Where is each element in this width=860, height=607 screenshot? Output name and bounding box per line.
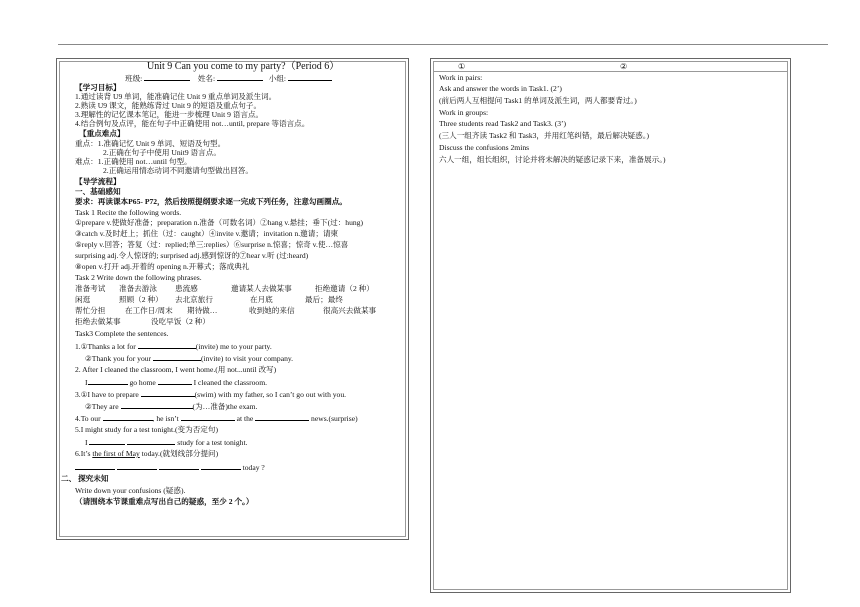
flow-header: 【导学流程】 — [75, 177, 121, 186]
task1-line: ①prepare v.使做好准备；preparation n.准备（可数名词）②hang v.悬挂；垂下(过：hung) — [75, 218, 364, 227]
phrase-cell: 拒绝邀请（2 种） — [315, 284, 374, 293]
task1-line: ③catch v.及时赶上；抓住（过：caught）④invite v.邀请；invitation n.邀请；请柬 — [75, 229, 339, 238]
keypoint-item: 难点：1.正确使用 not…until 句型。 — [75, 157, 192, 166]
phrase-cell: 最后；最终 — [305, 295, 343, 304]
phrase-cell: 帮忙分担 — [75, 306, 106, 315]
answer-blank[interactable] — [158, 377, 192, 385]
goal-item: 2.熟读 U9 课文，能熟练背过 Unit 9 的短语及重点句子。 — [75, 101, 262, 110]
sentence-6 — [75, 449, 218, 458]
activity-line: Work in groups: — [439, 108, 489, 117]
sentence-text: news.(surprise) — [311, 414, 358, 423]
sentence-3b — [85, 401, 257, 411]
confusion-instruction: Write down your confusions (疑惑). — [75, 486, 186, 495]
sentence-text: I — [85, 438, 88, 447]
answer-blank[interactable] — [75, 462, 115, 470]
marker-two: ② — [620, 62, 628, 71]
sentence-text: , he isn’t — [152, 414, 179, 423]
activity-line: Discuss the confusions 2mins — [439, 143, 530, 152]
marker-one: ① — [458, 62, 466, 71]
section-one-heading: 一、基础感知 — [75, 187, 121, 196]
goal-item: 3.理解性的记忆课本笔记，能进一步梳理 Unit 9 语言点。 — [75, 110, 264, 119]
answer-blank[interactable] — [141, 389, 195, 397]
activity-line: (三人一组齐读 Task2 和 Task3，并用红笔纠错，最后解决疑惑。) — [439, 131, 650, 140]
sentence-text: 4.To our — [75, 414, 101, 423]
student-info-row — [125, 73, 332, 83]
sentence-text: 1.①Thanks a lot for — [75, 342, 136, 351]
sentence-text: I cleaned the classroom. — [193, 378, 268, 387]
answer-blank[interactable] — [117, 462, 157, 470]
task1-title: Task 1 Recite the following words. — [75, 208, 182, 217]
phrase-cell: 没吃早饭（2 种） — [151, 317, 210, 326]
sentence-text: go home — [129, 378, 156, 387]
sentence-3a — [75, 389, 346, 399]
task1-line: ⑧open v.打开 adj.开着的 opening n.开幕式；落成典礼 — [75, 262, 250, 271]
goal-item: 4.结合例句及点评，能在句子中正确使用 not…until, prepare 等语言点。 — [75, 119, 310, 128]
sentence-text: 6.It’s — [75, 449, 91, 458]
sentence-text: I — [85, 378, 88, 387]
phrase-cell: 邀请某人去做某事 — [231, 284, 292, 293]
sentence-5: 5.I might study for a test tonight.(变为否定句) — [75, 425, 219, 434]
phrase-cell: 照顾（2 种） — [119, 295, 163, 304]
phrase-cell: 收到她的来信 — [249, 306, 295, 315]
group-field[interactable] — [288, 73, 332, 81]
phrase-cell: 准备去游泳 — [119, 284, 157, 293]
answer-blank[interactable] — [181, 413, 235, 421]
sentence-5b — [85, 437, 248, 447]
phrase-cell: 闲逛 — [75, 295, 91, 304]
header-rule — [58, 44, 828, 45]
sentence-text: study for a test tonight. — [177, 438, 248, 447]
phrase-cell: 在工作日/周末 — [125, 306, 173, 315]
keypoint-item: 重点：1.准确记忆 Unit 9 单词、短语及句型。 — [75, 139, 226, 148]
sentence-text: (invite) me to your party. — [195, 342, 272, 351]
keypoint-item: 2.正确在句子中使用 Unit9 语言点。 — [103, 148, 221, 157]
page-title: Unit 9 Can you come to my party?（Period 6） — [147, 61, 340, 72]
activity-line: (前后两人互相提问 Task1 的单词及派生词，两人都要背过。) — [439, 96, 637, 105]
answer-blank[interactable] — [153, 353, 201, 361]
phrase-cell: 很高兴去做某事 — [323, 306, 377, 315]
answer-blank[interactable] — [138, 341, 196, 349]
task2-title: Task 2 Write down the following phrases. — [75, 273, 202, 282]
answer-blank[interactable] — [121, 401, 193, 409]
activity-line: Ask and answer the words in Task1. (2’) — [439, 84, 562, 93]
activity-line: 六人一组，组长组织，讨论并将未解决的疑惑记录下来，准备展示。) — [439, 155, 666, 164]
requirement-text: 要求：再读课本P65- P72，然后按照提纲要求逐一完成下列任务，注意勾画圈点。 — [75, 197, 347, 206]
answer-blank[interactable] — [201, 462, 241, 470]
name-field[interactable] — [217, 73, 263, 81]
phrase-cell: 期待做… — [187, 306, 218, 315]
activity-line: Three students read Task2 and Task3. (3’) — [439, 119, 567, 128]
sentence-6b — [75, 462, 265, 472]
keypoints-header: 【重点难点】 — [79, 129, 125, 138]
phrase-cell: 在月底 — [250, 295, 273, 304]
sentence-2: 2. After I cleaned the classroom, I went home.(用 not...until 改写) — [75, 365, 277, 374]
right-activity-panel — [430, 58, 791, 593]
sentence-text: (invite) to visit your company. — [200, 354, 294, 363]
sentence-text: ②Thank you for your — [85, 354, 152, 363]
sentence-4 — [75, 413, 358, 423]
task3-title: Task3 Complete the sentences. — [75, 329, 169, 338]
sentence-text: today.(就划线部分提问) — [141, 449, 219, 458]
section-two-heading: 二、 探究未知 — [61, 474, 109, 483]
column-header-bar — [434, 62, 787, 72]
goal-item: 1.通过读背 U9 单词，能准确记住 Unit 9 重点单词及派生词。 — [75, 92, 277, 101]
answer-blank[interactable] — [255, 413, 309, 421]
class-field[interactable] — [144, 73, 190, 81]
answer-blank[interactable] — [88, 377, 128, 385]
underlined-phrase: the first of May — [92, 449, 140, 458]
task1-line: ⑤reply v.回答；答复（过：replied;单三:replies）⑥surprise n.惊喜；惊奇 v.使…惊喜 — [75, 240, 349, 249]
confusion-note: （请围绕本节课重难点写出自己的疑惑，至少 2 个。） — [75, 497, 254, 506]
activity-line: Work in pairs: — [439, 73, 483, 82]
answer-blank[interactable] — [159, 462, 199, 470]
group-label: 小组: — [268, 74, 287, 83]
left-worksheet-panel — [56, 58, 409, 540]
answer-blank[interactable] — [103, 413, 153, 421]
sentence-text: ②They are — [85, 402, 119, 411]
sentence-text: at the — [236, 414, 254, 423]
sentence-text: (为…准备)the exam. — [192, 402, 258, 411]
sentence-text: today ? — [242, 463, 265, 472]
answer-blank[interactable] — [89, 437, 125, 445]
task1-line: surprising adj.令人惊讶的; surprised adj.感到惊讶的⑦hear v.听 (过:heard) — [75, 251, 309, 260]
goals-header: 【学习目标】 — [75, 83, 121, 92]
sentence-1b — [85, 353, 293, 363]
phrase-cell: 患流感 — [175, 284, 198, 293]
right-inner-border — [433, 61, 788, 590]
keypoint-item: 2.正确运用情态动词不同邀请句型做出回答。 — [103, 166, 253, 175]
class-label: 班级: — [125, 74, 143, 83]
phrase-cell: 准备考试 — [75, 284, 106, 293]
sentence-text: (swim) with my father, so I can’t go out with you. — [194, 390, 347, 399]
sentence-text: 3.①I have to prepare — [75, 390, 139, 399]
answer-blank[interactable] — [127, 437, 175, 445]
sentence-1a — [75, 341, 272, 351]
phrase-cell: 拒绝去做某事 — [75, 317, 121, 326]
phrase-cell: 去北京旅行 — [175, 295, 213, 304]
name-label: 姓名: — [197, 74, 216, 83]
sentence-2b — [85, 377, 267, 387]
